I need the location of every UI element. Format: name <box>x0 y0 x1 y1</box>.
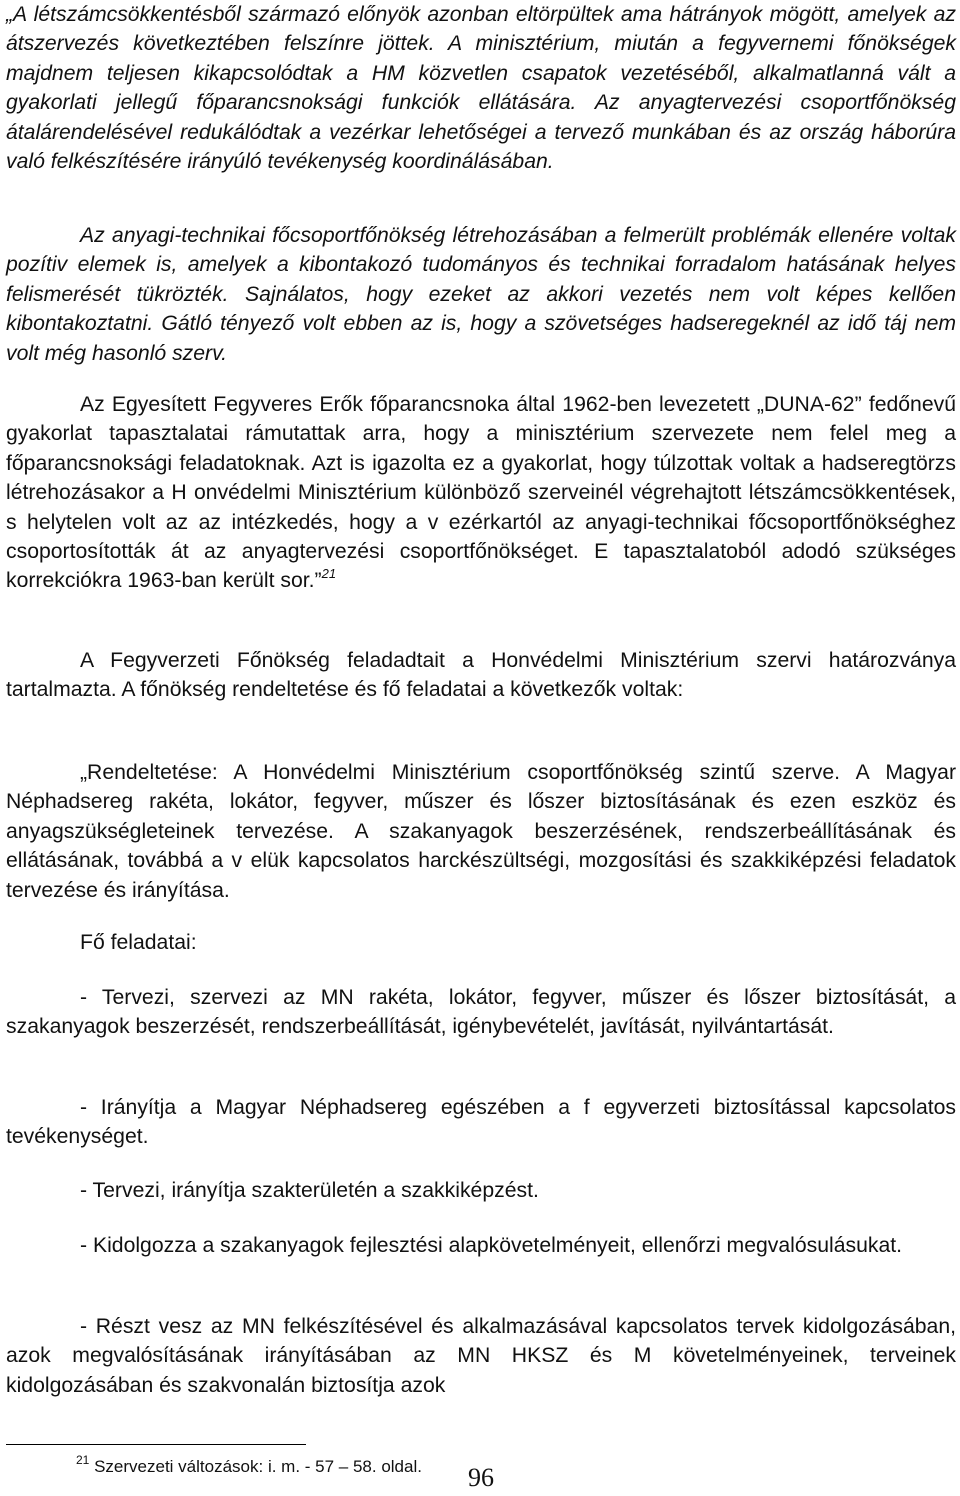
task-item-preparation: - Részt vesz az MN felkészítésével és alkalmazásával kapcsolatos tervek kidolgozásában, azok megvalósításának irányításában az MN HKSZ és M követelményeinek, terveinek kidolgozásában és szakvonalán biztosítja azok <box>6 1315 956 1397</box>
task-item-training: - Tervezi, irányítja szakterületén a szakkiképzést. <box>80 1179 539 1202</box>
footnote-number: 21 <box>76 1453 90 1467</box>
task-item-requirements: - Kidolgozza a szakanyagok fejlesztési alapkövetelményeit, ellenőrzi megvalósulásukat. <box>80 1234 903 1257</box>
heading-main-tasks: Fő feladatai: <box>80 931 197 954</box>
paragraph-duna-62-exercise <box>6 390 956 596</box>
paragraph-duna-62-text: Az Egyesített Fegyveres Erők főparancsnoka által 1962-ben levezetett „DUNA-62” fedőnevű gyakorlat tapasztalatai rámutattak arra, hogy a minisztérium szervezete nem felel meg a főparancsnoksági feladatoknak. Azt is igazolta ez a gyakorlat, hogy túlzottak voltak a hadseregtörzs létrehozásakor a H onvédelmi Minisztérium különböző szerveinél végrehajtott létszámcsökkentések, s helytelen volt az az intézkedés, hogy a v ezérkartól az anyagi-technikai főcsoportfőnökséghez csoportosították át az anyagtervezési csoportfőnökséget. E tapasztalatoból adodó szükséges korrekciókra 1963-ban került sor.” <box>6 393 956 593</box>
footnote-reference: 21 <box>321 566 337 582</box>
paragraph-purpose: „Rendeltetése: A Honvédelmi Minisztérium csoportfőnökség szintű szerve. A Magyar Néphadsereg rakéta, lokátor, fegyver, műszer és lőszer biztosításának és ezen eszköz és anyagszükségleteinek tervezése. A szakanyagok beszerzésének, rendszerbeállításának és ellátásának, továbbá a v elük kapcsolatos harckészültségi, mozgosítási és szakkiképzési feladatok tervezése és irányítása. <box>6 761 956 902</box>
task-item-directing: - Irányítja a Magyar Néphadsereg egészében a f egyverzeti biztosítással kapcsolatos tevékenységet. <box>6 1096 956 1149</box>
paragraph-technical-directorate: Az anyagi-technikai főcsoportfőnökség létrehozásában a felmerült problémák ellenére voltak pozítiv elemek is, amelyek a kibontakozó tudományos és technikai forradalom hatásának helyes felismerését tükrözték. Sajnálatos, hogy ezeket az akkori vezetés nem volt képes kellően kibontakoztatni. Gátló tényező volt ebben az is, hogy a szövetséges hadseregeknél az idő táj nem volt még hasonló szerv. <box>6 224 956 365</box>
paragraph-quote-reorganization: „A létszámcsökkentésből származó előnyök azonban eltörpültek ama hátrányok mögött, amelyek az átszervezés következtében felszínre jöttek. A minisztérium, miután a fegyvernemi főnökségek majdnem teljesen kikapcsolódtak a HM közvetlen csapatok vezetéséből, alkalmatlanná vált a gyakorlati jellegű főparancsnoksági funkciók ellátására. Az anyagtervezési csoportfőnökség átalárendelésével redukálódtak a vezérkar lehetőségei a tervező munkában és az ország háborúra való felkészítésére irányúló tevékenység koordinálásában. <box>6 3 956 174</box>
footnote-divider <box>6 1444 306 1445</box>
footnote-text: Szervezeti változások: i. m. - 57 – 58. oldal. <box>94 1457 422 1476</box>
paragraph-armament-directorate: A Fegyverzeti Főnökség feladadtait a Honvédelmi Minisztérium szervi határozványa tartalmazta. A főnökség rendeltetése és fő feladatai a következők voltak: <box>6 649 956 702</box>
page-number: 96 <box>468 1463 494 1492</box>
task-item-planning: - Tervezi, szervezi az MN rakéta, lokátor, fegyver, műszer és lőszer biztosítását, a szakanyagok beszerzését, rendszerbeállítását, igénybevételét, javítását, nyilvántartását. <box>6 986 956 1039</box>
